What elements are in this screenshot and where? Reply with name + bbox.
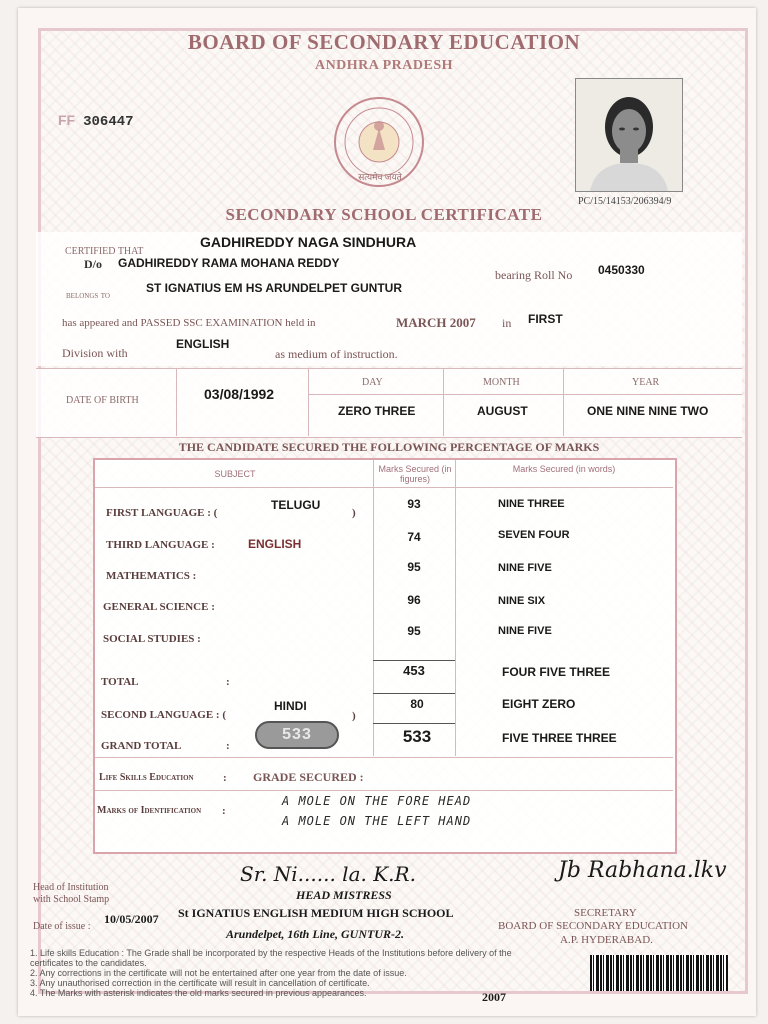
grand-total-label: GRAND TOTAL [101, 740, 182, 752]
marks-words: NINE FIVE [498, 562, 552, 574]
subject-language: ENGLISH [248, 537, 302, 551]
day-words: ZERO THREE [338, 404, 416, 418]
marks-heading: THE CANDIDATE SECURED THE FOLLOWING PERCENTAGE OF MARKS [178, 440, 600, 454]
grand-total-colon: : [226, 740, 230, 752]
photo-id: PC/15/14153/206394/9 [578, 196, 672, 207]
dob-header-rule [308, 394, 742, 395]
in-label: in [502, 316, 512, 330]
marks-words: NINE THREE [498, 498, 565, 510]
marks-figures: 74 [407, 530, 421, 544]
barcode-icon [590, 955, 728, 991]
subject-language: TELUGU [271, 498, 321, 512]
total-label: TOTAL [101, 676, 139, 688]
month-label: MONTH [483, 377, 520, 388]
grand-total-stamp: 533 [255, 721, 339, 749]
dob-divider [176, 368, 177, 436]
belongs-label: belongs to [66, 290, 110, 301]
second-language-label: SECOND LANGUAGE : ( [101, 709, 226, 721]
roll-number: 0450330 [598, 263, 645, 277]
marks-words: SEVEN FOUR [498, 529, 570, 541]
certificate-notes [30, 948, 520, 998]
marks-figures: 93 [407, 497, 421, 511]
certified-label: CERTIFIED THAT [65, 246, 144, 257]
marks-col-divider [373, 460, 374, 756]
head-label-2: with School Stamp [33, 894, 110, 905]
marks-words: NINE SIX [498, 595, 546, 607]
total-figures: 453 [403, 663, 425, 678]
serial-number [58, 112, 134, 130]
marks-header-rule [95, 487, 673, 488]
candidate-name: GADHIREDDY NAGA SINDHURA [200, 234, 417, 250]
note-item: 4. The Marks with asterisk indicates the old marks secured in previous appearances. [30, 988, 367, 998]
subject-label: THIRD LANGUAGE : [106, 539, 215, 551]
year-label: YEAR [632, 377, 660, 388]
second-language-figures: 80 [410, 697, 424, 711]
dob-value: 03/08/1992 [204, 386, 275, 402]
exam-session: MARCH 2007 [396, 315, 476, 330]
total-rule [373, 660, 455, 661]
date-of-issue-label: Date of issue : [33, 921, 91, 932]
school-address: Arundelpet, 16th Line, GUNTUR-2. [226, 927, 405, 941]
secretary-signature: Jb Rabhana.lkv [558, 858, 727, 883]
second-language-value: HINDI [274, 699, 307, 713]
subject-label: FIRST LANGUAGE : ( [106, 507, 218, 519]
medium-label: as medium of instruction. [275, 347, 398, 361]
emblem-motto: सत्यमेव जयते [358, 172, 402, 182]
division-label: Division with [62, 346, 128, 360]
subject-label: MATHEMATICS : [106, 570, 197, 582]
marks-col-divider [455, 460, 456, 756]
board-title: BOARD OF SECONDARY EDUCATION [187, 30, 581, 54]
dob-label: DATE OF BIRTH [66, 395, 139, 406]
life-skills-colon: : [223, 772, 227, 784]
dob-divider [443, 368, 444, 436]
dob-divider [308, 368, 309, 436]
marks-words: NINE FIVE [498, 625, 552, 637]
second-language-words: EIGHT ZERO [502, 697, 576, 711]
identification-label: Marks of Identification [97, 805, 202, 816]
date-of-issue-value: 10/05/2007 [104, 912, 159, 926]
grand-total-figures: 533 [402, 727, 432, 746]
head-mistress-title: HEAD MISTRESS [296, 888, 392, 902]
col-words-header: Marks Secured (in words) [512, 464, 616, 474]
life-skills-rule [95, 757, 673, 758]
head-label-1: Head of Institution [33, 882, 109, 893]
marks-figures: 95 [407, 624, 421, 638]
board-label: BOARD OF SECONDARY EDUCATION [498, 920, 688, 932]
grade-secured-label: GRADE SECURED : [253, 770, 364, 784]
year-words: ONE NINE NINE TWO [587, 404, 709, 418]
note-item: 2. Any corrections in the certificate will not be entertained after one year from the date of issue. [30, 968, 407, 978]
second-language-close: ) [352, 710, 356, 722]
total-colon: : [226, 676, 230, 688]
candidate-photo-image [576, 79, 682, 191]
note-item: 1. Life skills Education : The Grade shall be incorporated by the respective Heads of the Institutions before delivery of the certificates to the candidates. [30, 948, 512, 968]
school-name: ST IGNATIUS EM HS ARUNDELPET GUNTUR [146, 281, 403, 295]
subject-label: SOCIAL STUDIES : [103, 633, 201, 645]
identification-mark-1: A MOLE ON THE FORE HEAD [282, 794, 472, 808]
marks-figures: 96 [407, 593, 421, 607]
col-figures-header: Marks Secured (in figures) [378, 464, 452, 484]
board-place: A.P. HYDERABAD. [560, 934, 653, 946]
col-subject-header: SUBJECT [214, 469, 256, 479]
division-value: FIRST [528, 312, 563, 326]
state-name: ANDHRA PRADESH [314, 58, 454, 73]
relation-label: D/o [84, 257, 102, 271]
identification-colon: : [222, 805, 226, 817]
secretary-label: SECRETARY [574, 907, 637, 919]
certificate-title: SECONDARY SCHOOL CERTIFICATE [225, 205, 543, 224]
subject-close: ) [352, 507, 356, 519]
identification-mark-2: A MOLE ON THE LEFT HAND [282, 814, 472, 828]
serial-prefix: FF [58, 112, 76, 128]
medium-value: ENGLISH [176, 337, 230, 351]
parent-name: GADHIREDDY RAMA MOHANA REDDY [118, 256, 340, 270]
school-stamp: St IGNATIUS ENGLISH MEDIUM HIGH SCHOOL [178, 906, 454, 920]
marks-figures: 95 [407, 560, 421, 574]
grand-total-rule [373, 723, 455, 724]
serial-value: 306447 [83, 114, 134, 130]
life-skills-label: Life Skills Education [99, 772, 194, 783]
month-words: AUGUST [477, 404, 528, 418]
dob-divider [563, 368, 564, 436]
candidate-photo [575, 78, 683, 192]
passed-text: has appeared and PASSED SSC EXAMINATION held in [62, 317, 316, 329]
grand-total-words: FIVE THREE THREE [502, 731, 617, 745]
head-mistress-signature: Sr. Ni...... la. K.R. [240, 862, 416, 886]
identification-rule [95, 790, 673, 791]
subject-label: GENERAL SCIENCE : [103, 601, 215, 613]
note-item: 3. Any unauthorised correction in the certificate will result in cancellation of certificate. [30, 978, 370, 988]
certificate-year: 2007 [482, 990, 506, 1004]
total-words: FOUR FIVE THREE [502, 665, 611, 679]
second-lang-rule [373, 693, 455, 694]
roll-label: bearing Roll No [495, 268, 573, 282]
day-label: DAY [362, 377, 383, 388]
